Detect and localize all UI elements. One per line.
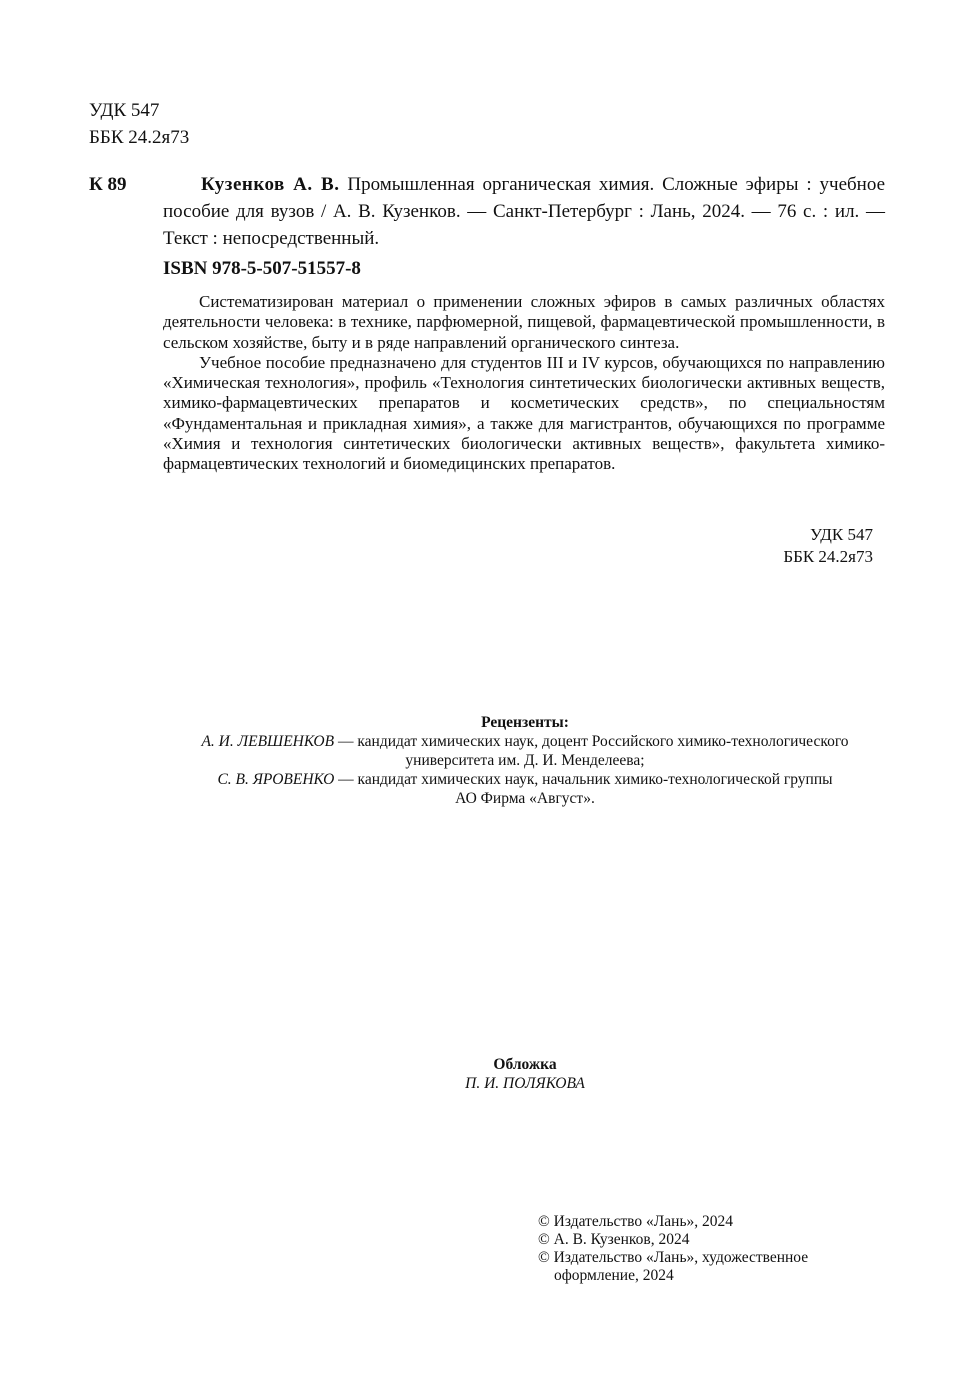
reviewer-2-line1: — кандидат химических наук, начальник химико-технологической группы [334,771,833,788]
copyright-line-3-cont: оформление, 2024 [554,1267,674,1284]
udk-block-right [700,524,873,568]
author-mark: К 89 [89,174,127,195]
bibliographic-citation [163,171,885,252]
reviewer-1-line1: — кандидат химических наук, доцент Российского химико-технологического [334,733,849,750]
udk-code-right: УДК 547 [809,525,873,544]
reviewer-1-line2: университета им. Д. И. Менделеева; [405,752,645,769]
reviewer-2-line2: АО Фирма «Август». [455,790,595,807]
isbn: ISBN 978-5-507-51557-8 [163,258,361,279]
citation-author: Кузенков А. В. [201,174,340,195]
bbk-code: ББК 24.2я73 [89,127,190,148]
copyright-line-1: © Издательство «Лань», 2024 [538,1213,734,1230]
cover-designer: П. И. ПОЛЯКОВА [465,1075,585,1092]
annotation [163,292,885,475]
cover-credit [300,1055,750,1093]
cover-heading: Обложка [493,1056,557,1073]
reviewer-1-name: А. И. ЛЕВШЕНКОВ [201,733,335,750]
udk-code: УДК 547 [89,100,160,121]
bbk-code-right: ББК 24.2я73 [783,547,873,566]
reviewer-2 [140,770,910,789]
copyright-line-2: © А. В. Кузенков, 2024 [538,1231,690,1248]
annotation-paragraph-2: Учебное пособие предназначено для студентов III и IV курсов, обучающихся по направлению «Химическая технология», профиль «Технология синтетических биологически активных веществ, химико-фармацевтических препаратов и косметических средств», по специальностям «Фундаментальная и прикладная химия», а также для магистрантов, обучающихся по программе «Химия и технология синтетических биологически активных веществ», факультета химико-фармацевтических технологий и биомедицинских препаратов. [163,352,885,474]
reviewers-heading: Рецензенты: [481,714,569,731]
citation-text: Промышленная органическая химия. Сложные эфиры : учебное пособие для вузов / А. В. Кузенков. — Санкт-Петербург : Лань, 2024. — 76 с. : ил. — Текст : непосредственный. [163,174,886,249]
copyright-block [538,1213,868,1285]
reviewer-2-name: С. В. ЯРОВЕНКО [217,771,335,788]
reviewers-block [140,713,910,808]
copyright-line-3: © Издательство «Лань», художественное [538,1249,809,1266]
annotation-paragraph-1: Систематизирован материал о применении сложных эфиров в самых различных областях деятельности человека: в технике, парфюмерной, пищевой, фармацевтической промышленности, в сельском хозяйстве, быту и в ряде направлений органического синтеза. [163,292,885,352]
udk-block-top [89,97,189,151]
reviewer-1 [140,732,910,751]
